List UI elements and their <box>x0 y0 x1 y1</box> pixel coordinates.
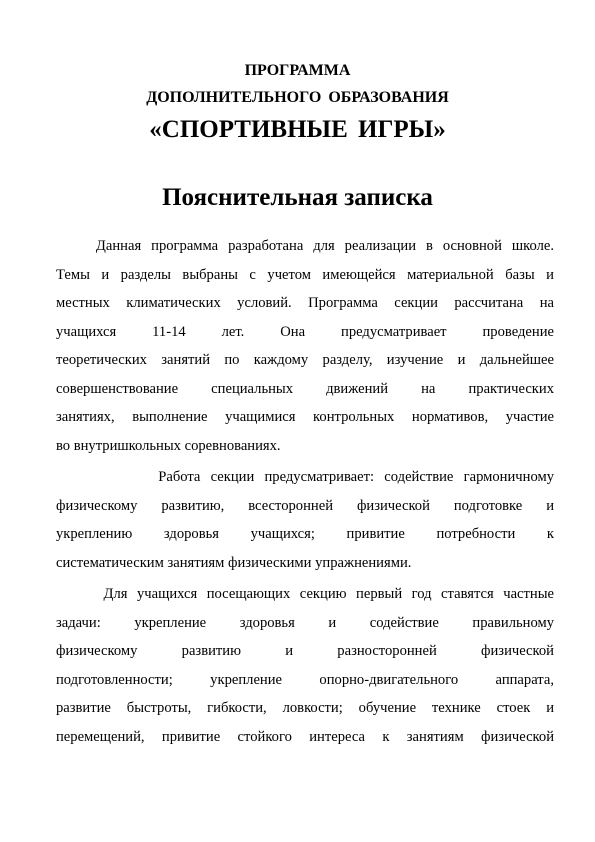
text-line: физическому развитию, всесторонней физической подготовке и <box>56 497 554 514</box>
text-line: развитие быстроты, гибкости, ловкости; обучение технике стоек и <box>56 700 554 716</box>
text-line: подготовленности; укрепление опорно-двигательного аппарата, <box>56 671 554 688</box>
text-line: укреплению здоровья учащихся; привитие потребности к <box>56 526 554 542</box>
program-title: «СПОРТИВНЫЕ ИГРЫ» <box>149 116 446 143</box>
paragraph <box>56 580 554 751</box>
text-line: во внутришкольных соревнованиях. <box>56 437 281 454</box>
text-line: совершенствование специальных движений на практических <box>56 380 554 397</box>
text-line: теоретических занятий по каждому разделу, изучение и дальнейшее <box>56 352 554 368</box>
text-line: Темы и разделы выбраны с учетом имеющейся материальной базы и <box>56 266 554 283</box>
paragraph <box>56 463 554 577</box>
text-line: систематическим занятиям физическими упражнениями. <box>56 554 412 571</box>
program-heading: ПРОГРАММА <box>244 62 351 79</box>
text-line: перемещений, привитие стойкого интереса к занятиям физической <box>56 728 554 745</box>
text-line: учащихся 11-14 лет. Она предусматривает проведение <box>56 323 554 340</box>
explanatory-note-body <box>56 232 554 751</box>
program-subheading: ДОПОЛНИТЕЛЬНОГО ОБРАЗОВАНИЯ <box>146 89 449 106</box>
text-line: занятиях, выполнение учащимися контрольных нормативов, участие <box>56 409 554 425</box>
text-line: местных климатических условий. Программа секции рассчитана на <box>56 295 554 311</box>
section-title: Пояснительная записка <box>162 184 433 211</box>
text-line: Данная программа разработана для реализации в основной школе. <box>56 238 554 254</box>
text-line: физическому развитию и разносторонней физической <box>56 643 554 659</box>
text-line: Работа секции предусматривает: содействие гармоничному <box>56 469 554 485</box>
text-line: Для учащихся посещающих секцию первый год ставятся частные <box>56 586 554 602</box>
text-line: задачи: укрепление здоровья и содействие правильному <box>56 614 554 631</box>
paragraph <box>56 232 554 460</box>
